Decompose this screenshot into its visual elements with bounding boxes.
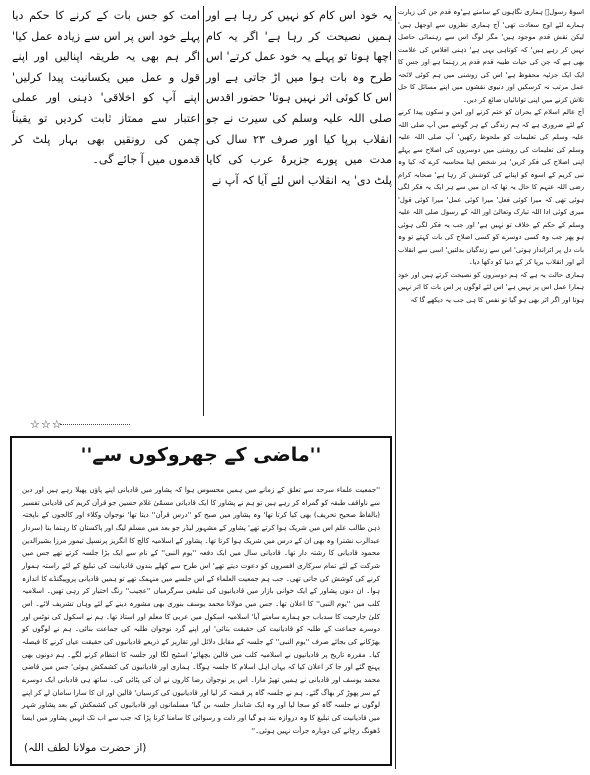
middle-column	[206, 6, 392, 191]
dotted-separator	[60, 424, 130, 425]
column-divider-left	[203, 6, 204, 416]
author-credit: (از حضرت مولانا لطف اللہ)	[24, 742, 147, 754]
boxed-article	[10, 436, 392, 766]
left-paragraph-1: امت کو جس بات کے کرنے کا حکم دیا پہلے خود اس پر اس سے زیادہ عمل کیا' اگر ہم بھی یہ طریقہ اپنالیں اور اپنے قول و عمل میں یکسانیت پیدا کرلیں' اپنے آپ کو اخلاقی' ذہنی اور عملی اعتبار سے ممتاز ثابت کردیں تو یقیناً چمن کی رونقیں بھی بہار پلٹ کر قدموں میں آ جائے گی۔	[12, 9, 200, 167]
star-ornament: ☆☆☆	[30, 418, 63, 431]
boxed-article-text: ''جمعیت علماء سرحد سے تعلق کے زمانے میں ہمیں محسوس ہوا کہ پشاور میں قادیانی اپنے پاؤں پھیلا رہے ہیں اور دین سے ناواقف طبقہ کو گمراہ کر رہے ہیں تو ہم نے پشاور کا ایک قادیانی مسمّیٰ غلام حسین جو قرآن کریم کی قادیانی تفسیر (بالفاظ صحیح تحریف) بھی کیا کرتا تھا' وہ پشاور میں صبح کو ''درس قرآن'' دیتا تھا' نوجوان وکلاء اور کالجوں کے ناپختہ ذہن طالب علم اس میں شریک ہوا کرتے تھے' پشاور کے مشہور لیڈر جو بعد میں مسلم لیگ اور پاکستان کا رہنما بنا (سردار عبدالرب نشتر) وہ بھی ان کے درس میں شریک ہوا کرتا تھا۔ پشاور کے اسلامیہ کالج کا انگریز پرنسپل تیمور مرزا بشیرالدین محمود قادیانی کا رشتہ دار تھا۔ قادیانی سال میں ایک دفعہ ''یوم النبی'' کے نام سے ایک بڑا جلسہ کرتے تھے جس میں شرکت کے لئے تمام سرکاری افسروں کو دعوت دیتے تھے' اس طرح سے کھلے بندوں قادیانیت کی تبلیغ کے لئے راستہ ہموار کرنے کی کوشش کی جاتی تھی۔ جب ہم جمعیت العلماء کے اس جلسے میں منہمک تھے تو ہمیں قادیانی پروپیگنڈے کا اندازہ ہوا۔ ان دنوں پشاور کے ایک خوانی بازار میں قادیانیوں کی تبلیغی سرگرمیاں ''عجیب'' رنگ اختیار کر رہی تھیں۔ اسلامیہ کلب میں ''یوم النبی'' کا اعلان تھا۔ جس میں مولانا محمد یوسف بنوری بھی مشورہ دینے کے لئے وہاں تشریف لائے۔ اس کلیٰ جارحیت کا سدباب جو ہمارے سامنے آیا' اسلامیہ اسکول میں عربی کا معلم اور استاذ تھا۔ ہم نے اسکول کی نوٹس اور دوسرے جماعت کے طلبہ کو قادیانیت کی حقیقت بتائی' اور اپنے گرد نوجوان طلبہ کی جماعت بنائی۔ ہم نے لوگوں کو بھڑکانے کی بجائے صرف ''یوم النبی'' کے جلسہ کے مقابل دلائل اور تقاریر کے ذریعے قادیانیوں کی حقیقت عیاں کرنے کا فیصلہ کیا۔ مقررہ تاریخ پر قادیانیوں نے اسلامیہ کلب میں قالین بچھائے' اسٹیج لگا اور جلسہ کا انتظام کرنے لگے۔ ہم دونوں بھی پہنچ گئے اور جا کر اعلان کیا کہ یہاں اہل اسلام کا جلسہ ہوگا۔ ہماری اور قادیانیوں کی کشمکش ہوئی' جس میں قاضی محمد یوسف اور قادیانی نے ہمیں تھپڑ مارا۔ اس پر نوجوان رضا کاروں نے ان کی پٹائی کی۔ ساتھ ہی قادیانی ایک دوسرے کے سر پھوڑ کر بھاگ گئے۔ ہم نے جلسہ گاہ پر قبضہ کر لیا اور قادیانیوں کی کرسیاں' قالین اور ان کا سارا سامان لے کر اپنے لوگوں نے جلسہ گاہ کو سجا لیا اور وہ ایک شاندار جلسہ بن گیا' مسلمانوں اور قادیانیوں کی کشمکش کے بعد پشاور شہر میں قادیانیت کی تبلیغ کا وہ دروازہ بند ہو گیا اور ذلت و رسوائی کا سامنا کرنا پڑا کہ جب سے اب تک انہیں پشاور میں ایسا ڈھونگ رچانے کی دوبارہ جرأت نہیں ہوئی۔''	[21, 486, 380, 735]
right-paragraph-1: اسوۂ رسولؐ ہماری نگاہوں کے سامنے ہے'وہ قدم جن کی زیارت ہمارے لئے اوج سعادت تھی' آج ہماری نظروں سے اوجھل ہیں' لیکن نقش قدم موجود ہیں' مگر لوگ اس سے رہنمائی حاصل نہیں کر رہے ہیں' کہ کوتاہی یہی ہے' ذہنی افلاس کی علامت بھی ہے کہ جن کی حیات طیبہ قدم قدم پر رہنما ہے اور جس کا ایک ایک جزئیہ محفوظ ہے' اس کی روشنی میں ہم کوئی لائحہ عمل مرتب نہ کرسکیں اور دنیوی نقشوں میں اپنے مسائل کا حل تلاش کرنے میں اپنی توانائیاں ضائع کر دیں۔	[398, 8, 584, 104]
right-paragraph-3: ہماری حالت یہ ہے کہ ہم دوسروں کو نصیحت کرتے ہیں اور خود ہمارا عمل اس پر نہیں ہے' اس لئے لوگوں پر اس بات کا اثر نہیں ہوتا اور اگر اثر بھی ہو گیا تو نفس کا ہی جب یہ دیکھے گا کہ	[398, 270, 584, 304]
left-column	[12, 6, 200, 171]
boxed-article-body	[22, 484, 380, 737]
middle-paragraph-1: یہ خود اس کام کو نہیں کر رہا ہے اور ہمیں نصیحت کر رہا ہے' اگر یہ کام اچھا ہوتا تو پہلے یہ خود عمل کرتے' اس طرح وہ بات ہوا میں اڑ جاتی ہے اور اس کا کوئی اثر نہیں ہوتا' حضور اقدس صلی اللہ علیہ وسلم کی سیرت نے جو انقلاب برپا کیا اور صرف ۲۳ سال کی مدت میں پورے جزیرۂ عرب کی کایا پلٹ دی' یہ انقلاب اس لئے آیا کہ آپ نے	[206, 9, 392, 187]
boxed-article-title: ''ماضی کے جھروکوں سے''	[80, 444, 322, 466]
right-column	[398, 6, 584, 775]
right-paragraph-2: آج عالم اسلام کے بحران کو ختم کرنے اور امن و سکون پیدا کرنے کے لئے ضروری ہے کہ ہم زندگی کے ہر گوشے میں آپ صلی اللہ علیہ وسلم کی تعلیمات کو ملحوظ رکھیں' آپ صلی اللہ علیہ وسلم کی تعلیمات کی روشنی میں دوسروں کی اصلاح سے پہلے اپنی اصلاح کی فکر کریں' ہر شخص اپنا محاسبہ کرے کہ کیا وہ نبی کریم کے اسوہ کو اپنانے کی کوشش کر رہا ہے' صحابہ کرام رضی اللہ عنہم کا حال یہ تھا کہ ان میں سے ہر ایک یہ فکر لگی ہوئی تھی کہ میرا کوئی فعل' میرا کوئی عمل' میرا کوئی قول' میری کوئی ادا اللہ تبارک وتعالیٰ اور اللہ کے رسول صلی اللہ علیہ وسلم کے حکم کے خلاف تو نہیں ہے' اور جب یہ فکر لگی ہوئی ہو پھر جب وہ کسی دوسرے کو کسی اصلاح کی بات کہتے تو وہ بات دل پر اثرانداز ہوتی' اس سے زندگیاں بدلتیں' اسی سے انقلاب آتے اور انقلاب برپا کر کے دنیا کو دکھا دیا۔	[398, 108, 584, 266]
column-divider-right	[395, 6, 396, 769]
